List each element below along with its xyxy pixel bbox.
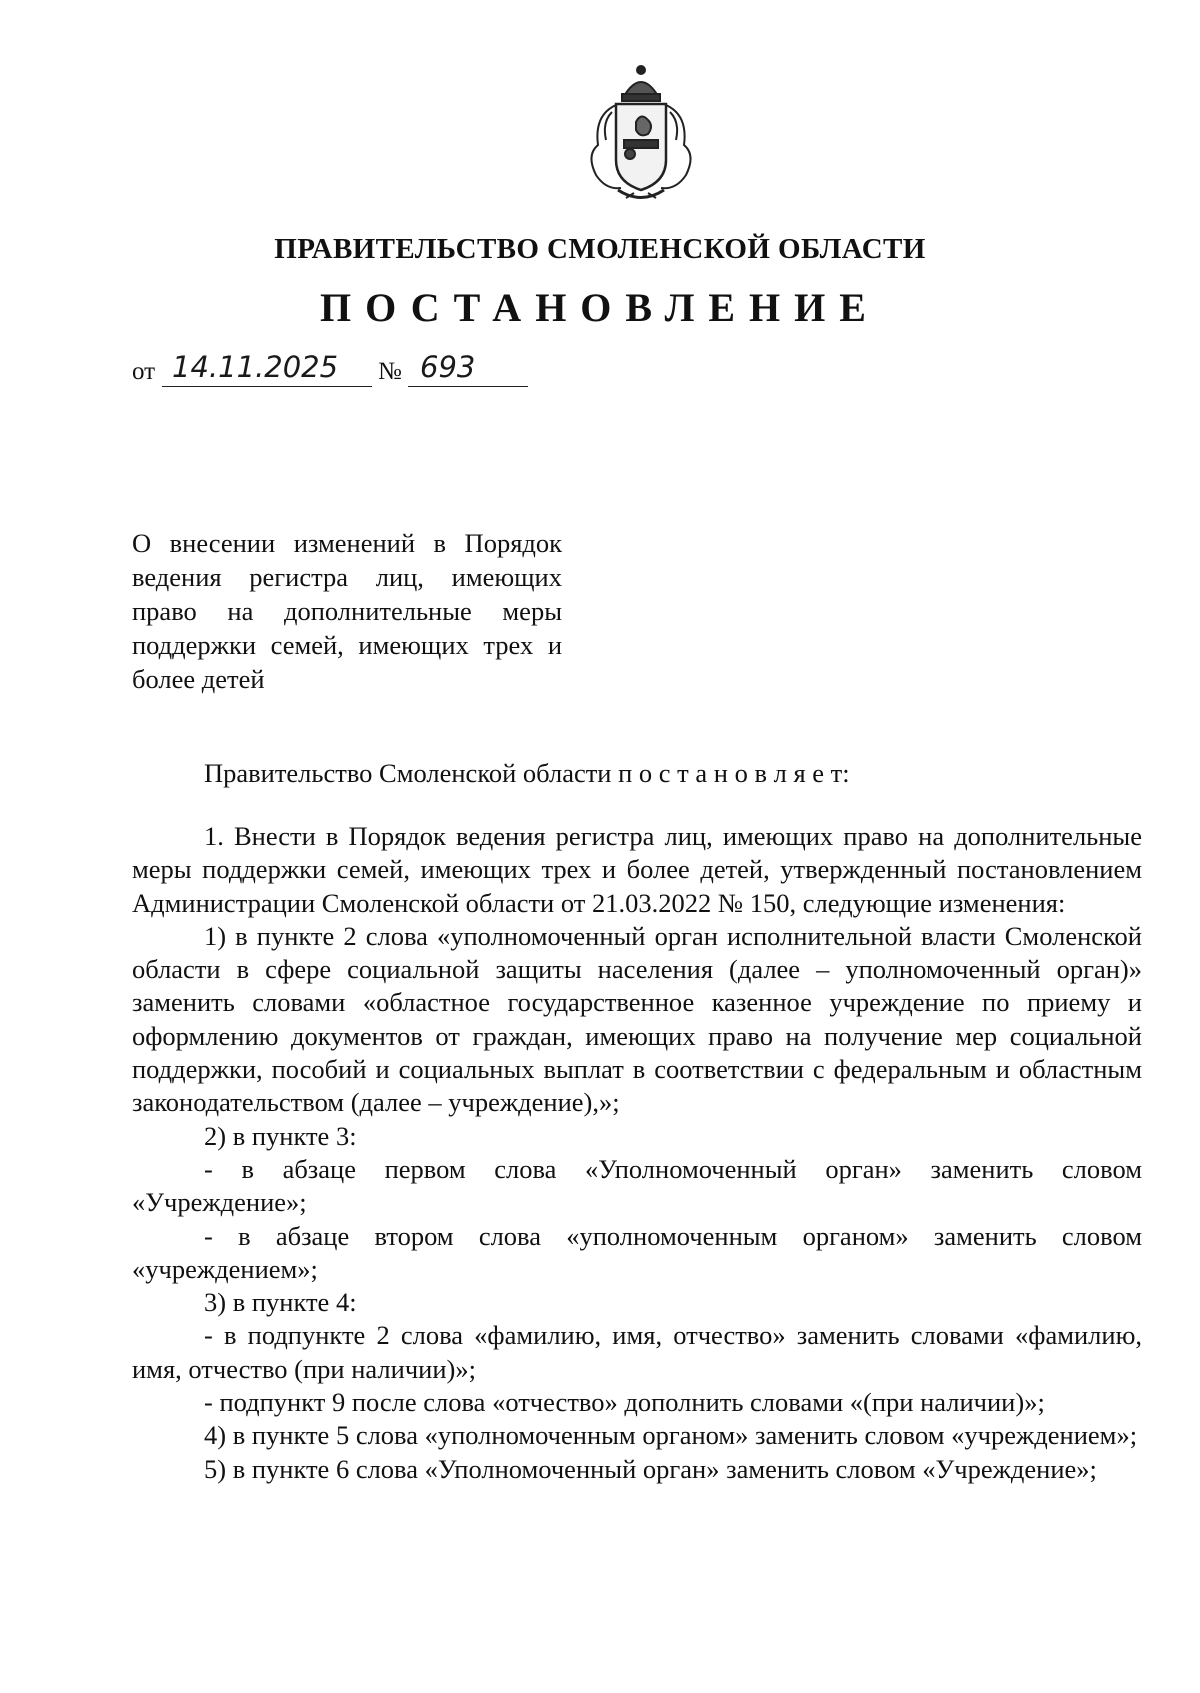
body-paragraph: 3) в пункте 4: [204,1287,357,1318]
document-body [132,820,1142,1486]
body-paragraph: - в абзаце первом слова «Уполномоченный орган» заменить словом «Учреждение»; [132,1153,1142,1218]
body-paragraph: 4) в пункте 5 слова «уполномоченным органом» заменить словом «учреждением»; [204,1420,1138,1451]
date-number-line [132,352,632,392]
preamble: Правительство Смоленской области п о с т а н о в л я е т: [204,758,850,788]
body-paragraph: 1) в пункте 2 слова «уполномоченный орган исполнительной власти Смоленской области в сфере социальной защиты населения (далее – уполномоченный орган)» заменить словами «областное государственное казенное учреждение по приему и оформлению документов от граждан, имеющих право на получение мер социальной поддержки, пособий и социальных выплат в соответствии с федеральным и областным законодательством (далее – учреждение),»; [132,920,1142,1118]
document-subject: О внесении изменений в Порядок ведения регистра лиц, имеющих право на дополнительные меры поддержки семей, имеющих трех и более детей [132,528,562,694]
number-prefix: № [378,358,402,385]
number-underline [408,386,528,387]
document-type-title: ПОСТАНОВЛЕНИЕ [320,285,880,330]
body-paragraph: 1. Внести в Порядок ведения регистра лиц, имеющих право на дополнительные меры поддержки семей, имеющих трех и более детей, утвержденный постановлением Администрации Смоленской области от 21.03.2022 № 150, следующие изменения: [132,821,1142,918]
body-paragraph: 2) в пункте 3: [204,1120,357,1151]
body-paragraph: 5) в пункте 6 слова «Уполномоченный орган» заменить словом «Учреждение»; [204,1453,1097,1484]
body-paragraph: - в подпункте 2 слова «фамилию, имя, отчество» заменить словами «фамилию, имя, отчество (при наличии)»; [132,1320,1142,1384]
body-paragraph: - в абзаце втором слова «уполномоченным органом» заменить словом «учреждением»; [132,1220,1142,1284]
handwritten-date: 14.11.2025 [172,350,339,384]
date-underline [162,386,372,387]
handwritten-number: 693 [420,350,476,384]
body-paragraph: - подпункт 9 после слова «отчество» дополнить словами «(при наличии)»; [204,1387,1045,1418]
government-name: ПРАВИТЕЛЬСТВО СМОЛЕНСКОЙ ОБЛАСТИ [274,233,926,265]
coat-of-arms-emblem [576,60,706,210]
date-prefix: от [132,358,156,385]
